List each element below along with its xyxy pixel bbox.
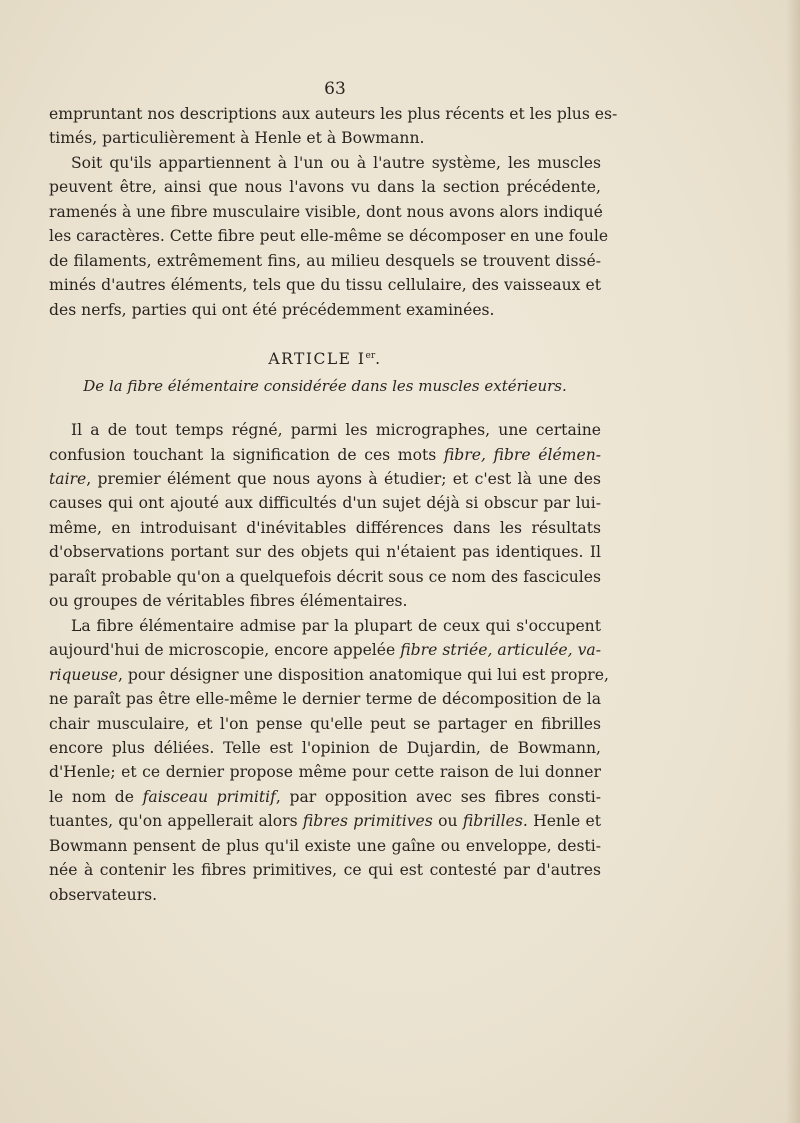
text-line: confusion touchant la signification de ces mots fibre, fibre élémen- xyxy=(49,445,602,464)
page-content xyxy=(49,76,618,907)
paragraph-3 xyxy=(49,614,609,907)
text-line: Soit qu'ils appartiennent à l'un ou à l'autre système, les muscles xyxy=(71,153,601,172)
text-line: ramenés à une fibre musculaire visible, dont nous avons alors indiqué xyxy=(49,202,603,221)
text-line: aujourd'hui de microscopie, encore appelée fibre striée, articulée, va- xyxy=(49,641,601,660)
text-line: ou groupes de véritables fibres élémentaires. xyxy=(49,592,408,611)
text-line: des nerfs, parties qui ont été précédemment examinées. xyxy=(49,300,495,319)
text-line: encore plus déliées. Telle est l'opinion de Dujardin, de Bowmann, xyxy=(49,738,601,757)
text-line: de filaments, extrêmement fins, au milieu desquels se trouvent dissé- xyxy=(49,251,601,270)
text-line: La fibre élémentaire admise par la plupart de ceux qui s'occupent xyxy=(71,616,601,635)
text-line: Il a de tout temps régné, parmi les micrographes, une certaine xyxy=(71,421,601,440)
text-line: même, en introduisant d'inévitables différences dans les résultats xyxy=(49,518,601,537)
text-line: timés, particulièrement à Henle et à Bowmann. xyxy=(49,129,425,148)
text-line: chair musculaire, et l'on pense qu'elle peut se partager en fibrilles xyxy=(49,714,601,733)
text-line: Bowmann pensent de plus qu'il existe une gaîne ou enveloppe, desti- xyxy=(49,836,601,855)
text-line: d'observations portant sur des objets qui n'étaient pas identiques. Il xyxy=(49,543,601,562)
text-line: causes qui ont ajouté aux difficultés d'un sujet déjà si obscur par lui- xyxy=(49,494,601,513)
text-line: née à contenir les fibres primitives, ce qui est contesté par d'autres xyxy=(49,861,601,880)
text-line: taire, premier élément que nous ayons à étudier; et c'est là une des xyxy=(49,469,601,488)
page-number: 63 xyxy=(324,79,346,99)
article-subheading: De la fibre élémentaire considérée dans les muscles extérieurs. xyxy=(83,377,567,396)
text-line: minés d'autres éléments, tels que du tissu cellulaire, des vaisseaux et xyxy=(49,276,601,295)
text-line: le nom de faisceau primitif, par opposition avec ses fibres consti- xyxy=(49,787,601,806)
text-line: paraît probable qu'on a quelquefois décrit sous ce nom des fascicules xyxy=(49,567,601,586)
text-line: peuvent être, ainsi que nous l'avons vu dans la section précédente, xyxy=(49,178,601,197)
text-line: riqueuse, pour désigner une disposition anatomique qui lui est propre, xyxy=(49,665,609,684)
article-heading: ARTICLE Ier. xyxy=(268,350,382,369)
text-line: ne paraît pas être elle-même le dernier terme de décomposition de la xyxy=(49,690,601,709)
paragraph-2 xyxy=(49,418,601,614)
page-edge-shadow xyxy=(786,0,800,1123)
intro-paragraph xyxy=(49,102,618,151)
text-line: d'Henle; et ce dernier propose même pour cette raison de lui donner xyxy=(49,763,601,782)
text-line: les caractères. Cette fibre peut elle-même se décomposer en une foule xyxy=(49,227,609,246)
text-line: observateurs. xyxy=(49,885,158,904)
paragraph-1 xyxy=(49,151,609,322)
text-line: empruntant nos descriptions aux auteurs les plus récents et les plus es- xyxy=(49,105,618,123)
text-line: tuantes, qu'on appellerait alors fibres primitives ou fibrilles. Henle et xyxy=(49,812,601,831)
